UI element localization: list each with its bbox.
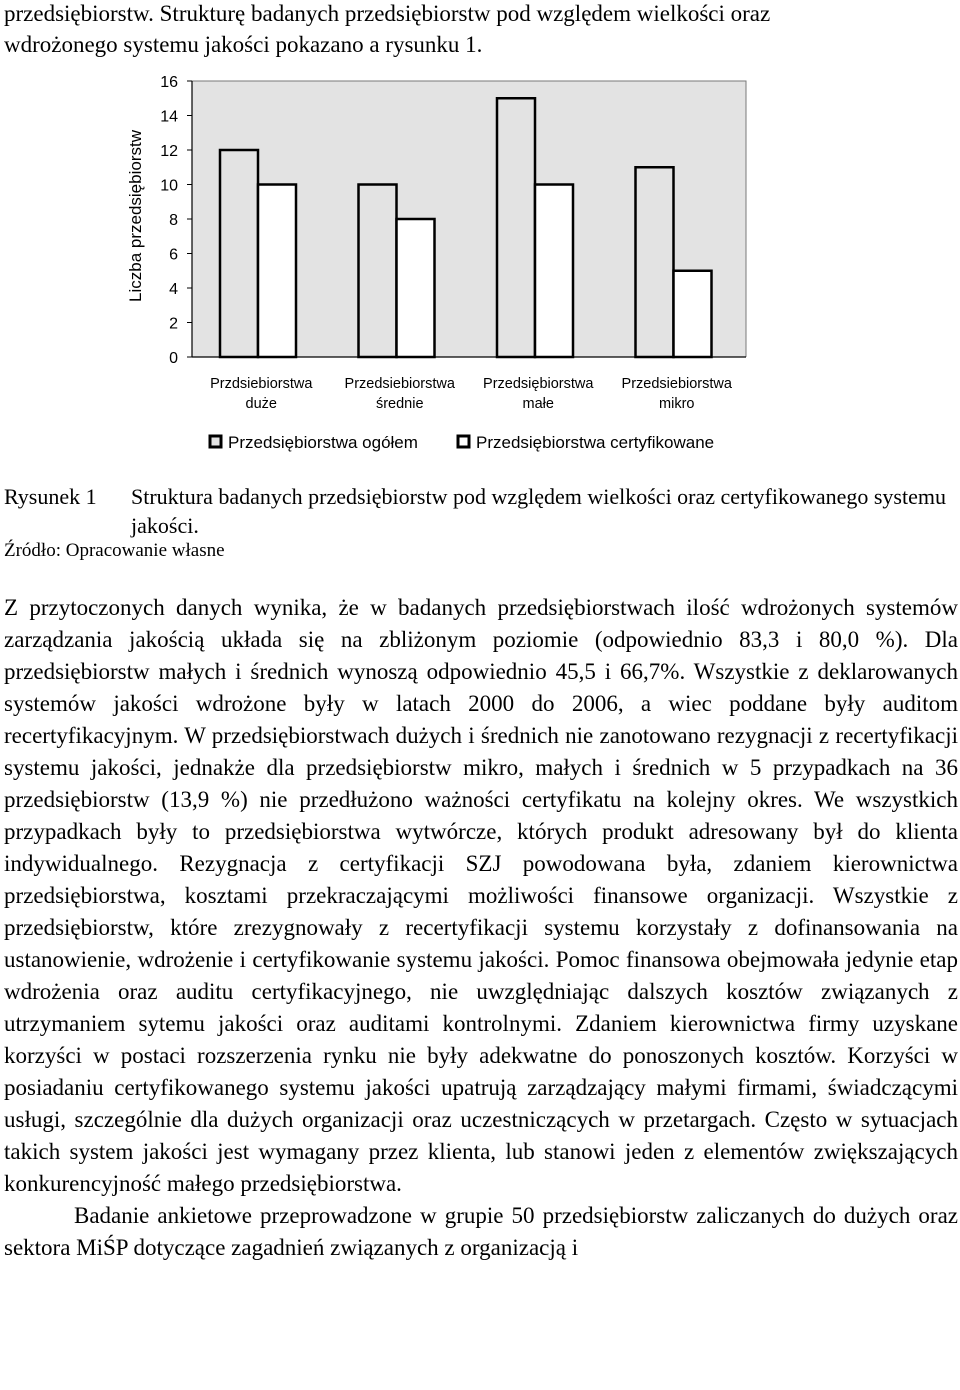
y-tick-label: 10: [160, 177, 178, 195]
figure-source: Źródło: Opracowanie własne: [4, 540, 225, 561]
y-tick-label: 12: [160, 143, 178, 160]
intro-line-1: przedsiębiorstw. Strukturę badanych przedsiębiorstw pod względem wielkości oraz: [4, 1, 771, 26]
bar-total: [636, 167, 674, 357]
y-tick-label: 2: [169, 315, 178, 333]
bar-certified: [535, 185, 573, 358]
bar-certified: [258, 185, 296, 358]
bar-total: [359, 185, 397, 358]
x-tick-label: mikro: [659, 396, 695, 412]
caption-text: Struktura badanych przedsiębiorstw pod względem wielkości oraz certyfikowanego systemu jakości.: [131, 484, 946, 538]
bar-certified: [397, 219, 435, 357]
x-tick-label: duże: [245, 396, 277, 412]
x-tick-label: średnie: [375, 396, 424, 412]
caption-label: Rysunek 1: [4, 484, 97, 509]
y-tick-label: 0: [169, 350, 178, 367]
y-axis-label: Liczba przedsiębiorstw: [126, 130, 145, 302]
intro-line-2: wdrożonego systemu jakości pokazano a rysunku 1.: [4, 32, 483, 57]
x-tick-label: Przdsiebiorstwa: [210, 376, 313, 392]
bar-total: [220, 150, 258, 357]
paragraph-1: Z przytoczonych danych wynika, że w badanych przedsiębiorstwach ilość wdrożonych systemów zarządzania jakością układa się na zbliżonym poziomie (odpowiednio 83,3 i 80,0 %). Dla przedsiębiorstw małych i średnich wynoszą odpowiednio 45,5 i 66,7%. Wszystkie z deklarowanych systemów jakości wdrożone były w latach 2000 do 2006, a wiec poddane były auditom recertyfikacyjnym. W przedsiębiorstwach dużych i średnich nie zanotowano rezygnacji z recertyfikacji systemu jakości, jednakże dla przedsiębiorstw mikro, małych i średnich w 5 przypadkach na 36 przedsiębiorstw (13,9 %) nie przedłużono ważności certyfikatu na kolejny okres. We wszystkich przypadkach były to przedsiębiorstwa wytwórcze, których produkt adresowany był do klienta indywidualnego. Rezygnacja z certyfikacji SZJ powodowana była, zdaniem kierownictwa przedsiębiorstwa, kosztami przekraczającymi możliwości finansowe organizacji. Wszystkie z przedsiębiorstw, które zrezygnowały z recertyfikacji systemu korzystały z dofinansowania na ustanowienie, wdrożenie i certyfikowanie systemu jakości. Pomoc finansowa obejmowała jedynie etap wdrożenia oraz auditu certyfikacyjnego, nie uwzględniając dalszych kosztów związanych z utrzymaniem sytemu jakości oraz auditami kontrolnymi. Zdaniem kierownictwa firmy uzyskane korzyści w postaci rozszerzenia rynku nie były adekwatne do ponoszonych kosztów. Korzyści w posiadaniu certyfikowanego systemu jakości upatrują zarządzający małymi firmami, świadczącymi usługi, szczególnie dla dużych organizacji oraz uczestniczących w przetargach. Często w sytuacjach takich system jakości jest wymagany przez klienta, lub stanowi jeden z elementów zwiększających konkurencyjność małego przedsiębiorstwa.: [4, 595, 958, 1196]
paragraph-2: Badanie ankietowe przeprowadzone w grupie 50 przedsiębiorstw zaliczanych do dużych oraz sektora MiŚP dotyczące zagadnień związanych z organizacją i: [4, 1203, 958, 1260]
legend-swatch: [458, 436, 469, 447]
y-tick-label: 14: [160, 108, 178, 126]
legend-label: Przedsiębiorstwa ogółem: [228, 433, 418, 452]
x-tick-label: Przedsiebiorstwa: [344, 376, 455, 392]
y-tick-label: 8: [169, 212, 178, 229]
x-tick-label: Przedsiebiorstwa: [621, 376, 732, 392]
bar-total: [497, 98, 535, 357]
x-tick-label: Przedsiębiorstwa: [483, 376, 594, 392]
legend-label: Przedsiębiorstwa certyfikowane: [476, 433, 715, 452]
body-text: [4, 592, 958, 1264]
bar-chart: [0, 60, 960, 470]
intro-text: [4, 0, 956, 60]
bar-certified: [674, 271, 712, 357]
y-tick-label: 4: [169, 281, 178, 298]
x-tick-label: małe: [522, 396, 554, 412]
y-tick-label: 16: [160, 74, 178, 91]
y-tick-label: 6: [169, 246, 178, 264]
legend-swatch: [210, 436, 221, 447]
